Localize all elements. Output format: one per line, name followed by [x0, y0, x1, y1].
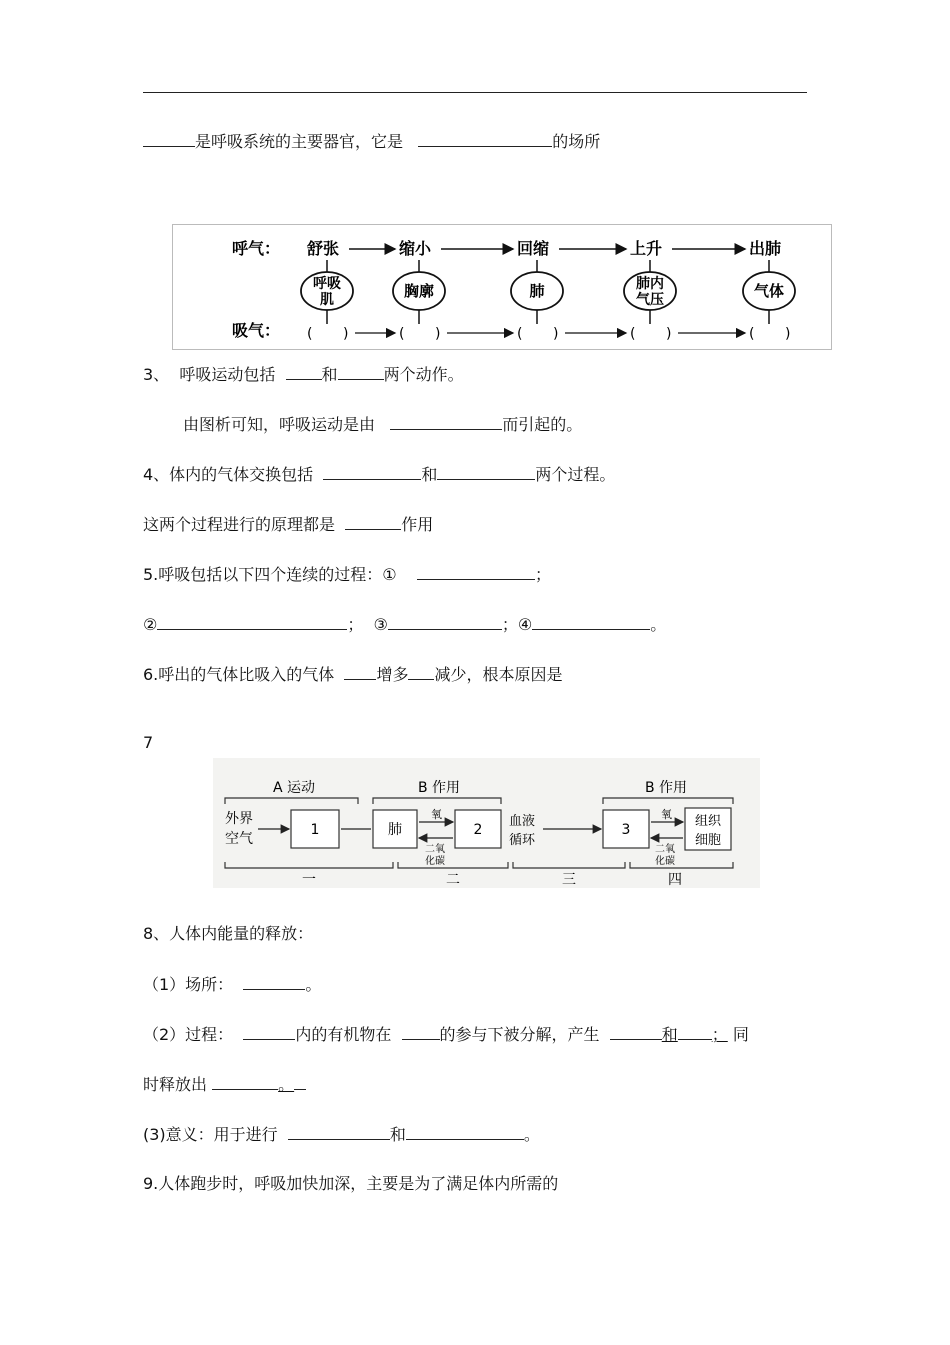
separator: ；: [501, 615, 518, 634]
answer-blank[interactable]: [406, 1123, 524, 1140]
answer-blank[interactable]: [402, 1023, 440, 1040]
co2-label: 二氧: [425, 844, 445, 855]
box-3-label: 3: [621, 822, 631, 838]
question-8-2: [143, 1023, 749, 1046]
answer-blank[interactable]: [418, 130, 552, 147]
question-7-number: 7: [143, 733, 154, 752]
lung-label: 肺: [388, 822, 402, 838]
question-text: 和: [389, 1125, 406, 1144]
question-text: 。: [523, 1125, 540, 1144]
stage-label: 四: [668, 872, 682, 888]
question-text: 两个动作。: [383, 365, 464, 384]
question-text: （2）过程：: [143, 1025, 234, 1044]
question-text: 由图析可知，呼吸运动是由: [183, 415, 376, 434]
oxygen-label: 氧: [431, 808, 442, 821]
question-4: [143, 463, 615, 486]
question-text: 作用: [401, 515, 434, 534]
question-text: (3)意义：用于进行: [143, 1125, 278, 1144]
question-text: 而引起的。: [502, 415, 583, 434]
circle-label: 气压: [636, 292, 664, 308]
inhale-bracket-open: (: [630, 326, 636, 342]
question-3b: [183, 413, 582, 436]
question-text: （1）场所：: [143, 975, 234, 994]
blood-circulation-label: 循环: [509, 833, 536, 848]
answer-blank[interactable]: [243, 1023, 295, 1040]
question-8-3: [143, 1123, 540, 1146]
breathing-process-figure: [172, 224, 832, 350]
co2-label: 二氧: [655, 844, 675, 855]
question-text: 6.呼出的气体比吸入的气体: [143, 665, 335, 684]
question-text: 和: [321, 365, 338, 384]
oxygen-label: 氧: [661, 808, 672, 821]
answer-blank[interactable]: [417, 563, 535, 580]
question-6: [143, 663, 562, 686]
answer-blank[interactable]: [678, 1023, 712, 1040]
exhale-label: 呼气：: [232, 239, 281, 258]
answer-blank[interactable]: [243, 973, 305, 990]
outside-air-label: 外界: [225, 811, 253, 827]
exhale-step-label: 出肺: [749, 239, 782, 258]
circle-label: 肺: [529, 282, 545, 300]
question-text: 。: [305, 975, 322, 994]
inhale-bracket-open: (: [749, 326, 755, 342]
header-rule: [143, 92, 807, 93]
stage-label: 二: [446, 872, 460, 888]
question-text: 这两个过程进行的原理都是: [143, 515, 336, 534]
inhale-bracket-close: ): [666, 326, 672, 342]
question-8-2b: [143, 1073, 306, 1096]
answer-blank[interactable]: [408, 663, 434, 680]
question-text: 同: [732, 1025, 749, 1044]
co2-label: 化碳: [655, 856, 675, 867]
exhale-step-label: 缩小: [399, 239, 432, 258]
answer-blank[interactable]: [212, 1073, 278, 1090]
tissue-cell-label: 组织: [694, 814, 722, 829]
inhale-label: 吸气：: [232, 321, 281, 340]
question-8-1: [143, 973, 321, 996]
question-5b: [143, 613, 666, 636]
answer-blank[interactable]: [157, 613, 347, 630]
b-action-label: B 作用: [645, 780, 688, 796]
inhale-bracket-close: ): [435, 326, 441, 342]
exhale-step-label: 上升: [630, 239, 663, 258]
exhale-step-label: 舒张: [307, 239, 340, 258]
circle-label: 呼吸: [313, 276, 341, 292]
blood-circulation-label: 血液: [509, 814, 536, 829]
stage-label: 三: [562, 872, 576, 888]
circle-label: 肌: [320, 292, 334, 308]
question-9: 9.人体跑步时，呼吸加快加深，主要是为了满足体内所需的: [143, 1174, 559, 1193]
box-1-label: 1: [310, 822, 320, 838]
answer-blank[interactable]: [345, 513, 401, 530]
answer-blank[interactable]: [338, 363, 384, 380]
inhale-bracket-open: (: [307, 326, 313, 342]
question-text: 时释放出: [143, 1075, 208, 1094]
inhale-bracket-close: ): [553, 326, 559, 342]
inhale-bracket-close: ): [343, 326, 349, 342]
co2-label: 化碳: [425, 856, 445, 867]
separator: 。: [650, 615, 667, 634]
question-number: 3、: [143, 365, 170, 384]
separator: ；: [347, 615, 364, 634]
inhale-bracket-open: (: [517, 326, 523, 342]
inhale-bracket-close: ): [785, 326, 791, 342]
answer-blank[interactable]: [323, 463, 421, 480]
question-text: 的参与下被分解，产生: [439, 1025, 600, 1044]
question-main-organ: [143, 130, 600, 153]
circled-number: ②: [143, 615, 158, 634]
question-text: 增多: [376, 665, 409, 684]
question-text: ；: [534, 565, 551, 584]
circle-label: 胸廓: [403, 282, 435, 300]
gas-exchange-figure: [213, 758, 760, 888]
answer-blank[interactable]: [437, 463, 535, 480]
circle-label: 肺内: [636, 276, 664, 292]
question-3: [143, 363, 464, 386]
answer-blank[interactable]: [286, 363, 322, 380]
answer-blank[interactable]: [532, 613, 650, 630]
exhale-step-label: 回缩: [517, 239, 550, 258]
a-movement-label: A 运动: [273, 780, 316, 796]
question-text: 减少，根本原因是: [434, 665, 563, 684]
question-text: 内的有机物在: [295, 1025, 392, 1044]
circled-number: ④: [517, 615, 533, 634]
question-text: 和: [661, 1025, 678, 1044]
answer-blank[interactable]: [288, 1123, 390, 1140]
answer-blank[interactable]: [143, 130, 195, 147]
question-text: 4、体内的气体交换包括: [143, 465, 314, 484]
b-action-label: B 作用: [418, 780, 461, 796]
circle-label: 气体: [753, 282, 785, 300]
question-text: 和: [421, 465, 438, 484]
question-5: [143, 563, 551, 586]
answer-blank[interactable]: [344, 663, 376, 680]
question-text: 两个过程。: [535, 465, 616, 484]
answer-blank[interactable]: [390, 413, 502, 430]
question-text: 5.呼吸包括以下四个连续的过程：①: [143, 565, 397, 584]
tissue-cell-label: 细胞: [694, 833, 722, 848]
inhale-bracket-open: (: [399, 326, 405, 342]
question-text: 的场所: [552, 132, 601, 151]
answer-blank[interactable]: [388, 613, 502, 630]
question-text: 呼吸运动包括: [179, 365, 276, 384]
answer-blank[interactable]: [294, 1073, 306, 1090]
question-text: 。: [278, 1075, 295, 1094]
question-8-title: 8、人体内能量的释放：: [143, 924, 314, 943]
circled-number: ③: [373, 615, 388, 634]
stage-label: 一: [302, 872, 316, 888]
box-2-label: 2: [473, 822, 483, 838]
outside-air-label: 空气: [225, 831, 253, 847]
question-4b: [143, 513, 433, 536]
answer-blank[interactable]: [610, 1023, 662, 1040]
question-text: ；: [711, 1025, 728, 1044]
question-text: 是呼吸系统的主要器官，它是: [195, 132, 404, 151]
